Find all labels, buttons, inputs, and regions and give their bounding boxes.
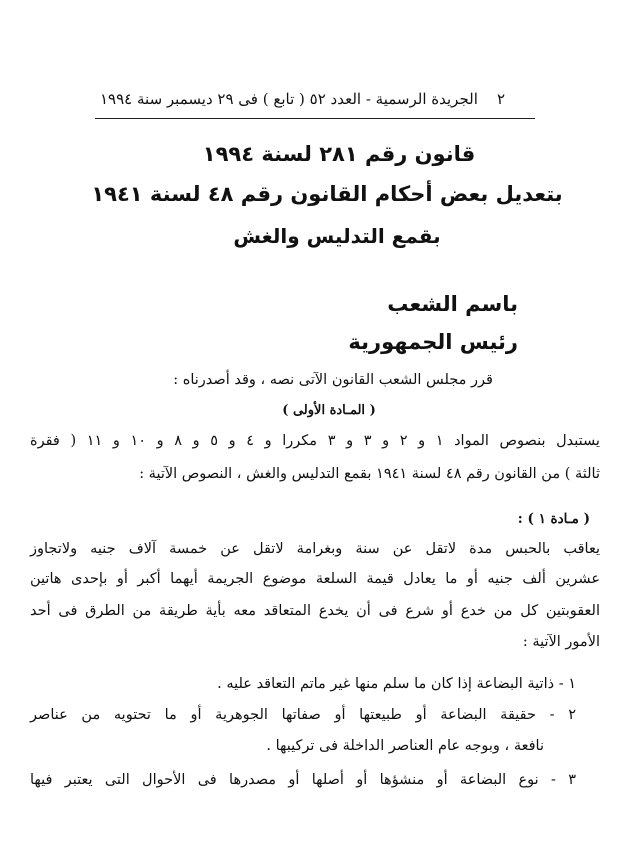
list-item-2-line-2: نافعة ، وبوجه عام العناصر الداخلة فى تركيبها .: [266, 738, 544, 754]
page-number: ٢: [496, 90, 505, 108]
article-first-line-2: ثالثة ) من القانون رقم ٤٨ لسنة ١٩٤١ بقمع التدليس والغش ، النصوص الآتية :: [139, 466, 600, 482]
list-item-2-line-1: ٢ - حقيقة البضاعة أو طبيعتها أو صفاتها الجوهرية أو ما تحتويه من عناصر: [30, 707, 576, 723]
madda-1-line-4: الأمور الآتية :: [522, 634, 600, 650]
madda-1-line-1: يعاقب بالحبس مدة لاتقل عن سنة وبغرامة لاتقل عن خمسة آلاف جنيه ولاتجاوز: [30, 541, 600, 557]
intro-paragraph: قرر مجلس الشعب القانون الآتى نصه ، وقد أصدرناه :: [173, 372, 493, 388]
president-heading: رئيس الجمهورية: [348, 330, 518, 354]
law-amendment-title: بتعديل بعض أحكام القانون رقم ٤٨ لسنة ١٩٤١: [91, 182, 563, 206]
madda-1-line-2: عشرين ألف جنيه أو ما يعادل قيمة السلعة موضوع الجريمة أيهما أكبر أو بإحدى هاتين: [30, 571, 600, 587]
article-first-heading: ( المـادة الأولى ): [282, 403, 376, 418]
in-name-of-people: باسم الشعب: [387, 292, 518, 316]
law-number-title: قانون رقم ٢٨١ لسنة ١٩٩٤: [202, 142, 476, 166]
madda-1-line-3: العقوبتين كل من خدع أو شرع فى أن يخدع المتعاقد معه بأية طريقة من الطرق فى أحد: [30, 603, 600, 619]
madda-1-heading: ( مـادة ١ ) :: [517, 511, 590, 527]
running-title: الجريدة الرسمية - العدد ٥٢ ( تابع ) فى ٢٩ ديسمبر سنة ١٩٩٤: [100, 90, 478, 108]
header-rule: [95, 118, 535, 119]
law-subject-title: بقمع التدليس والغش: [233, 224, 441, 248]
article-first-line-1: يستبدل بنصوص المواد ١ و ٢ و ٣ و ٣ مكررا و ٤ و ٥ و ٨ و ١٠ و ١١ ( فقرة: [30, 433, 600, 449]
running-header: [100, 90, 505, 108]
list-item-1: ١ - ذاتية البضاعة إذا كان ما سلم منها غير ماتم التعاقد عليه .: [217, 676, 576, 692]
list-item-3-line-1: ٣ - نوع البضاعة أو منشؤها أو أصلها أو مصدرها فى الأحوال التى يعتبر فيها: [30, 772, 576, 788]
